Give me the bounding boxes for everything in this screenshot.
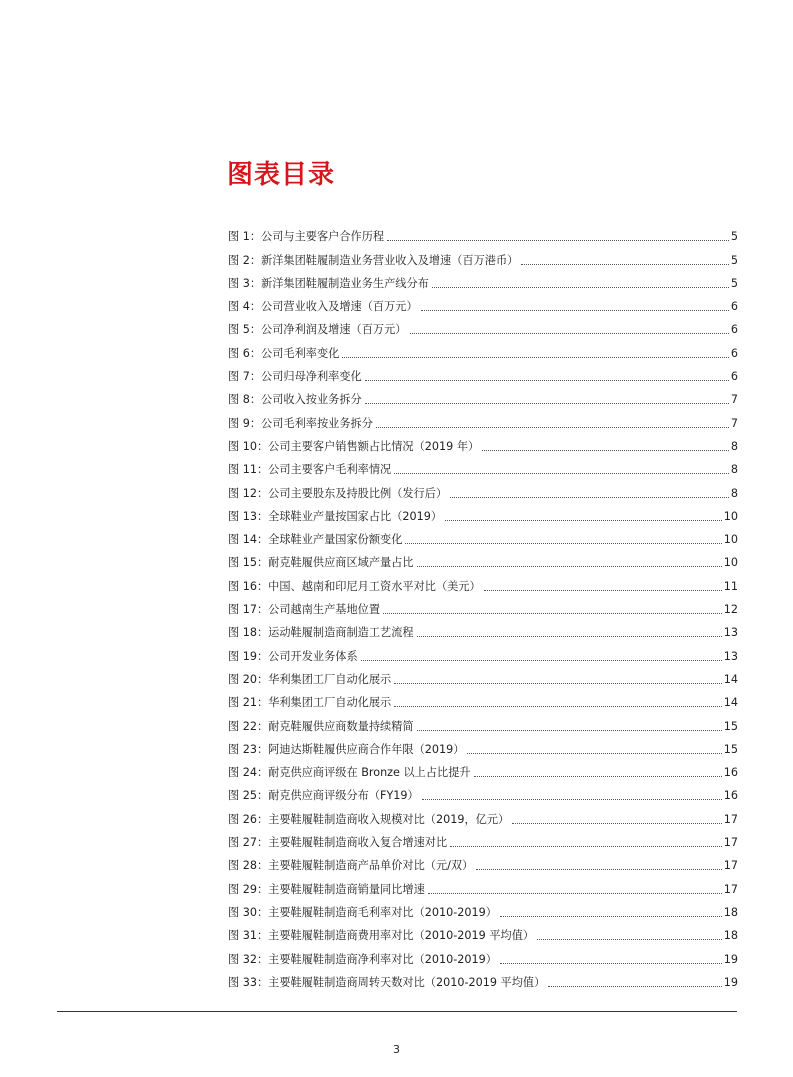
toc-leader-dots <box>417 730 722 731</box>
toc-leader-dots <box>474 776 722 777</box>
toc-leader-dots <box>482 450 729 451</box>
toc-entry-label: 图 8：公司收入按业务拆分 <box>228 393 362 407</box>
toc-entry-page: 19 <box>723 975 738 989</box>
toc-entry-label: 图 32：主要鞋履鞋制造商净利率对比（2010-2019） <box>228 952 497 966</box>
toc-entry-page: 19 <box>723 952 738 966</box>
toc-entry-label: 图 16：中国、越南和印尼月工资水平对比（美元） <box>228 579 481 593</box>
toc-entry-page: 13 <box>723 649 738 663</box>
toc-entry[interactable] <box>228 594 738 617</box>
toc-entry-label: 图 22：耐克鞋履供应商数量持续精简 <box>228 719 414 733</box>
toc-entry-page: 10 <box>723 556 738 570</box>
toc-entry[interactable] <box>228 967 738 990</box>
toc-entry[interactable] <box>228 897 738 920</box>
toc-entry-label: 图 30：主要鞋履鞋制造商毛利率对比（2010-2019） <box>228 905 497 919</box>
toc-entry[interactable] <box>228 850 738 873</box>
toc-entry[interactable] <box>228 617 738 640</box>
toc-entry-label: 图 14：全球鞋业产量国家份额变化 <box>228 533 403 547</box>
toc-entry-page: 11 <box>723 579 738 593</box>
toc-entry-label: 图 19：公司开发业务体系 <box>228 649 358 663</box>
toc-entry-page: 16 <box>723 766 738 780</box>
toc-leader-dots <box>383 613 722 614</box>
toc-leader-dots <box>342 357 729 358</box>
toc-entry-page: 10 <box>723 533 738 547</box>
toc-entry[interactable] <box>228 757 738 780</box>
toc-entry-label: 图 18：运动鞋履制造商制造工艺流程 <box>228 626 414 640</box>
toc-entry-label: 图 13：全球鞋业产量按国家占比（2019） <box>228 509 443 523</box>
toc-entry[interactable] <box>228 803 738 826</box>
toc-leader-dots <box>394 683 722 684</box>
toc-entry[interactable] <box>228 431 738 454</box>
toc-entry-page: 6 <box>730 300 738 314</box>
toc-entry[interactable] <box>228 570 738 593</box>
toc-entry[interactable] <box>228 873 738 896</box>
toc-entry-label: 图 2：新洋集团鞋履制造业务营业收入及增速（百万港币） <box>228 253 519 267</box>
toc-entry-page: 12 <box>723 603 738 617</box>
toc-entry-label: 图 12：公司主要股东及持股比例（发行后） <box>228 486 448 500</box>
toc-leader-dots <box>512 823 722 824</box>
toc-entry-page: 15 <box>723 719 738 733</box>
toc-entry-label: 图 3：新洋集团鞋履制造业务生产线分布 <box>228 276 429 290</box>
toc-entry-page: 5 <box>730 253 738 267</box>
toc-leader-dots <box>537 939 722 940</box>
toc-entry[interactable] <box>228 361 738 384</box>
toc-entry[interactable] <box>228 547 738 570</box>
toc-leader-dots <box>365 403 729 404</box>
toc-entry-label: 图 20：华利集团工厂自动化展示 <box>228 672 392 686</box>
toc-entry-page: 17 <box>723 882 738 896</box>
toc-entry-label: 图 26：主要鞋履鞋制造商收入规模对比（2019，亿元） <box>228 812 510 826</box>
toc-entry[interactable] <box>228 477 738 500</box>
toc-entry-page: 18 <box>723 905 738 919</box>
toc-entry[interactable] <box>228 337 738 360</box>
toc-leader-dots <box>410 333 729 334</box>
toc-leader-dots <box>450 497 729 498</box>
page-title: 图表目录 <box>227 160 336 190</box>
toc-entry-label: 图 27：主要鞋履鞋制造商收入复合增速对比 <box>228 836 448 850</box>
toc-entry-label: 图 17：公司越南生产基地位置 <box>228 603 381 617</box>
toc-leader-dots <box>521 264 729 265</box>
toc-entry-label: 图 23：阿迪达斯鞋履供应商合作年限（2019） <box>228 742 465 756</box>
toc-leader-dots <box>387 240 729 241</box>
toc-entry[interactable] <box>228 920 738 943</box>
toc-leader-dots <box>467 753 721 754</box>
toc-leader-dots <box>500 963 722 964</box>
toc-entry-page: 18 <box>723 929 738 943</box>
toc-entry-page: 14 <box>723 696 738 710</box>
toc-entry-page: 7 <box>730 393 738 407</box>
toc-leader-dots <box>428 893 722 894</box>
toc-entry-label: 图 15：耐克鞋履供应商区域产量占比 <box>228 556 414 570</box>
toc-leader-dots <box>422 799 722 800</box>
toc-entry-label: 图 25：耐克供应商评级分布（FY19） <box>228 789 419 803</box>
toc-leader-dots <box>500 916 722 917</box>
toc-entry-page: 8 <box>730 439 738 453</box>
toc-entry[interactable] <box>228 244 738 267</box>
toc-entry[interactable] <box>228 314 738 337</box>
toc-entry-label: 图 29：主要鞋履鞋制造商销量同比增速 <box>228 882 425 896</box>
toc-entry[interactable] <box>228 221 738 244</box>
toc-entry[interactable] <box>228 524 738 547</box>
toc-entry-page: 6 <box>730 323 738 337</box>
table-of-figures <box>228 221 738 990</box>
toc-entry[interactable] <box>228 664 738 687</box>
toc-entry[interactable] <box>228 291 738 314</box>
toc-entry-page: 17 <box>723 859 738 873</box>
toc-entry[interactable] <box>228 780 738 803</box>
toc-entry[interactable] <box>228 710 738 733</box>
toc-entry-label: 图 4：公司营业收入及增速（百万元） <box>228 300 418 314</box>
toc-leader-dots <box>548 986 721 987</box>
toc-entry-label: 图 11：公司主要客户毛利率情况 <box>228 463 392 477</box>
toc-entry-label: 图 21：华利集团工厂自动化展示 <box>228 696 392 710</box>
toc-entry[interactable] <box>228 454 738 477</box>
toc-entry[interactable] <box>228 268 738 291</box>
toc-leader-dots <box>484 590 722 591</box>
toc-entry[interactable] <box>228 640 738 663</box>
toc-leader-dots <box>361 660 722 661</box>
toc-entry[interactable] <box>228 734 738 757</box>
toc-entry-page: 8 <box>730 463 738 477</box>
toc-entry-page: 8 <box>730 486 738 500</box>
toc-entry-label: 图 9：公司毛利率按业务拆分 <box>228 416 373 430</box>
toc-entry-label: 图 1：公司与主要客户合作历程 <box>228 230 385 244</box>
toc-entry[interactable] <box>228 827 738 850</box>
toc-entry-page: 14 <box>723 672 738 686</box>
toc-entry-label: 图 33：主要鞋履鞋制造商周转天数对比（2010-2019 平均值） <box>228 975 546 989</box>
toc-leader-dots <box>365 380 729 381</box>
toc-entry[interactable] <box>228 407 738 430</box>
toc-leader-dots <box>376 427 729 428</box>
toc-entry-page: 10 <box>723 509 738 523</box>
toc-entry-page: 7 <box>730 416 738 430</box>
toc-entry-label: 图 6：公司毛利率变化 <box>228 346 340 360</box>
toc-entry-page: 5 <box>730 230 738 244</box>
toc-entry-label: 图 24：耐克供应商评级在 Bronze 以上占比提升 <box>228 766 471 780</box>
toc-entry-page: 17 <box>723 836 738 850</box>
toc-entry[interactable] <box>228 501 738 524</box>
footer-divider <box>57 1011 737 1012</box>
toc-entry[interactable] <box>228 943 738 966</box>
toc-entry-label: 图 5：公司净利润及增速（百万元） <box>228 323 407 337</box>
toc-entry-page: 15 <box>723 742 738 756</box>
page-number: 3 <box>393 1043 400 1056</box>
toc-leader-dots <box>405 543 721 544</box>
toc-entry-label: 图 28：主要鞋履鞋制造商产品单价对比（元/双） <box>228 859 474 873</box>
toc-leader-dots <box>394 706 722 707</box>
toc-entry-label: 图 10：公司主要客户销售额占比情况（2019 年） <box>228 439 480 453</box>
toc-leader-dots <box>476 869 721 870</box>
toc-entry[interactable] <box>228 687 738 710</box>
toc-entry-label: 图 7：公司归母净利率变化 <box>228 370 362 384</box>
toc-entry-label: 图 31：主要鞋履鞋制造商费用率对比（2010-2019 平均值） <box>228 929 535 943</box>
toc-entry-page: 5 <box>730 276 738 290</box>
toc-entry-page: 6 <box>730 370 738 384</box>
toc-leader-dots <box>417 636 722 637</box>
toc-leader-dots <box>417 566 722 567</box>
toc-entry-page: 16 <box>723 789 738 803</box>
toc-leader-dots <box>421 310 729 311</box>
toc-leader-dots <box>432 287 729 288</box>
toc-entry-page: 13 <box>723 626 738 640</box>
toc-entry-page: 17 <box>723 812 738 826</box>
toc-leader-dots <box>450 846 722 847</box>
toc-entry-page: 6 <box>730 346 738 360</box>
toc-leader-dots <box>394 473 729 474</box>
toc-leader-dots <box>445 520 722 521</box>
toc-entry[interactable] <box>228 384 738 407</box>
